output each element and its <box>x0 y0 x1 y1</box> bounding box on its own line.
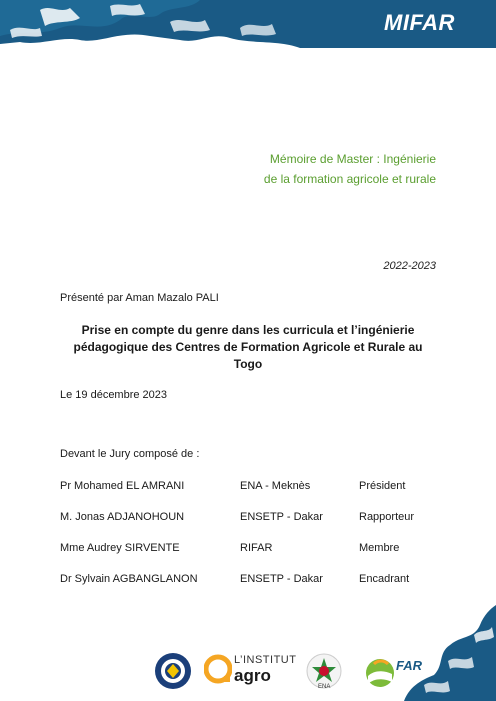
partner-logos <box>0 648 496 696</box>
jury-institution: ENSETP - Dakar <box>240 573 323 585</box>
jury-name: Mme Audrey SIRVENTE <box>60 542 180 554</box>
jury-row <box>60 511 460 527</box>
institut-agro-line2: agro <box>234 666 271 685</box>
author-line: Présenté par Aman Mazalo PALI <box>60 292 219 304</box>
jury-row <box>60 542 460 558</box>
defense-date: Le 19 décembre 2023 <box>60 389 168 401</box>
ensetp-logo <box>154 652 192 690</box>
thesis-title: Prise en compte du genre dans les curricula et l’ingénierie pédagogique des Centres de Formation Agricole et Rurale au Togo <box>73 323 423 371</box>
jury-name: M. Jonas ADJANOHOUN <box>60 511 185 523</box>
jury-name: Dr Sylvain AGBANGLANON <box>60 573 198 585</box>
mifar-logo: MIFAR <box>384 10 455 35</box>
thesis-type-line1: Mémoire de Master : Ingénierie <box>269 152 436 166</box>
jury-role: Président <box>359 480 406 492</box>
far-label: FAR <box>396 658 422 673</box>
jury-row <box>60 480 460 496</box>
jury-row <box>60 573 460 589</box>
institut-agro-line1: L’INSTITUT <box>234 654 297 666</box>
jury-institution: ENA - Meknès <box>240 480 311 492</box>
jury-role: Encadrant <box>359 573 410 585</box>
institut-agro-icon <box>204 654 232 684</box>
jury-institution: RIFAR <box>240 542 273 554</box>
jury-institution: ENSETP - Dakar <box>240 511 323 523</box>
jury-role: Membre <box>359 542 400 554</box>
far-logo-mark <box>364 656 396 690</box>
ena-label: ENA <box>318 684 331 690</box>
thesis-type-line2: de la formation agricole et rurale <box>263 172 436 186</box>
jury-intro: Devant le Jury composé de : <box>60 448 200 460</box>
jury-name: Pr Mohamed EL AMRANI <box>60 480 185 492</box>
academic-year: 2022-2023 <box>383 260 436 272</box>
jury-role: Rapporteur <box>359 511 415 523</box>
